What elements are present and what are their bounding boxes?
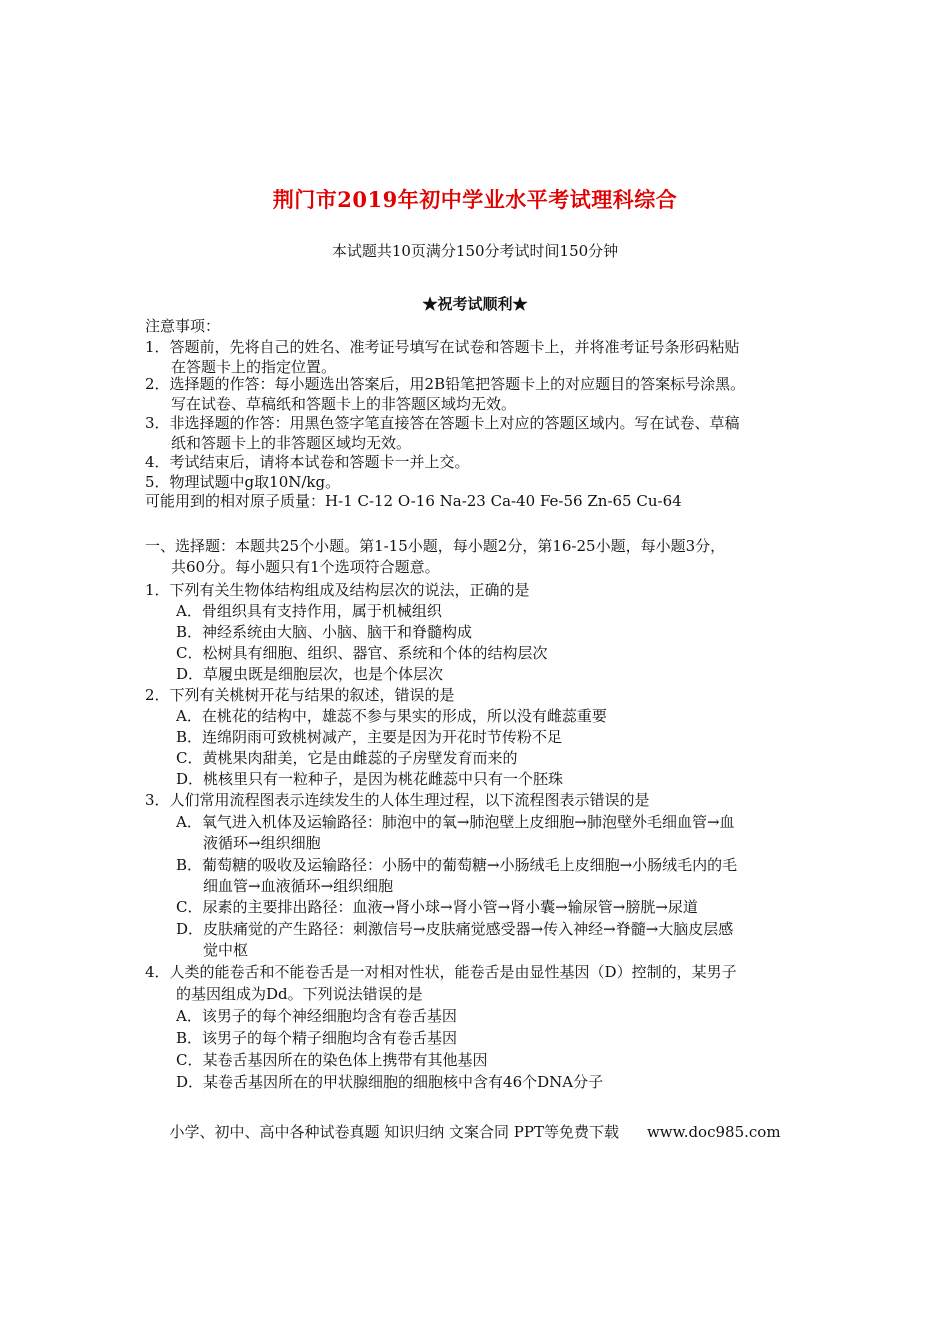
option-c: C．松树具有细胞、组织、器官、系统和个体的结构层次 <box>176 644 548 662</box>
option-d: D．桃核里只有一粒种子，是因为桃花雌蕊中只有一个胚珠 <box>176 770 564 788</box>
option-c: C．某卷舌基因所在的染色体上携带有其他基因 <box>176 1051 488 1069</box>
option-b: B．该男子的每个精子细胞均含有卷舌基因 <box>176 1029 458 1047</box>
notice-item-2: 2．选择题的作答：每小题选出答案后，用2B铅笔把答题卡上的对应题目的答案标号涂黑。 <box>145 375 746 393</box>
question-stem: 4．人类的能卷舌和不能卷舌是一对相对性状，能卷舌是由显性基因（D）控制的，某男子 <box>145 963 737 981</box>
notice-item-5: 5．物理试题中g取10N/kg。 <box>145 473 341 491</box>
question-stem-cont: 的基因组成为Dd。下列说法错误的是 <box>176 985 423 1003</box>
notice-item-4: 4．考试结束后，请将本试卷和答题卡一并上交。 <box>145 453 470 471</box>
section-one-intro-cont: 共60分。每小题只有1个选项符合题意。 <box>171 558 440 576</box>
option-b: B．神经系统由大脑、小脑、脑干和脊髓构成 <box>176 623 473 641</box>
option-b: B．连绵阴雨可致桃树减产，主要是因为开花时节传粉不足 <box>176 728 563 746</box>
footer-site-link[interactable]: www.doc985.com <box>646 1123 781 1141</box>
question-stem: 3．人们常用流程图表示连续发生的人体生理过程，以下流程图表示错误的是 <box>145 791 650 809</box>
option-b: B．葡萄糖的吸收及运输路径：小肠中的葡萄糖→小肠绒毛上皮细胞→小肠绒毛内的毛 <box>176 856 738 874</box>
notice-item-3: 3．非选择题的作答：用黑色签字笔直接答在答题卡上对应的答题区域内。写在试卷、草稿 <box>145 414 740 432</box>
notice-item-2-cont: 写在试卷、草稿纸和答题卡上的非答题区域均无效。 <box>171 395 517 413</box>
atomic-mass-line: 可能用到的相对原子质量：H-1 C-12 O-16 Na-23 Ca-40 Fe-56 Zn-65 Cu-64 <box>145 492 682 510</box>
option-c: C．尿素的主要排出路径：血液→肾小球→肾小管→肾小囊→输尿管→膀胱→尿道 <box>176 898 698 916</box>
footer-text: 小学、初中、高中各种试卷真题 知识归纳 文案合同 PPT等免费下载 <box>169 1123 619 1141</box>
option-a: A．骨组织具有支持作用，属于机械组织 <box>176 602 442 620</box>
option-a: A．在桃花的结构中，雄蕊不参与果实的形成，所以没有雌蕊重要 <box>176 707 607 725</box>
option-a: A．氧气进入机体及运输路径：肺泡中的氧→肺泡壁上皮细胞→肺泡壁外毛细血管→血 <box>176 813 735 831</box>
exam-title: 荆门市2019年初中学业水平考试理科综合 <box>272 187 678 212</box>
option-d: D．皮肤痛觉的产生路径：刺激信号→皮肤痛觉感受器→传入神经→脊髓→大脑皮层感 <box>176 920 734 938</box>
option-a: A．该男子的每个神经细胞均含有卷舌基因 <box>176 1007 457 1025</box>
notice-item-1: 1．答题前，先将自己的姓名、准考证号填写在试卷和答题卡上，并将准考证号条形码粘贴 <box>145 338 740 356</box>
option-d-cont: 觉中枢 <box>203 941 249 959</box>
option-d: D．草履虫既是细胞层次，也是个体层次 <box>176 665 444 683</box>
blessing-line: ★祝考试顺利★ <box>422 295 528 313</box>
section-one-intro: 一、选择题：本题共25个小题。第1-15小题，每小题2分，第16-25小题，每小题3分， <box>145 537 726 555</box>
option-d: D．某卷舌基因所在的甲状腺细胞的细胞核中含有46个DNA分子 <box>176 1073 604 1091</box>
option-a-cont: 液循环→组织细胞 <box>203 834 321 852</box>
question-stem: 2．下列有关桃树开花与结果的叙述，错误的是 <box>145 686 455 704</box>
page-footer <box>0 1121 950 1142</box>
notice-heading: 注意事项： <box>145 317 221 335</box>
question-stem: 1．下列有关生物体结构组成及结构层次的说法，正确的是 <box>145 581 530 599</box>
exam-subtitle: 本试题共10页满分150分考试时间150分钟 <box>331 242 619 260</box>
option-b-cont: 细血管→血液循环→组织细胞 <box>203 877 394 895</box>
notice-item-3-cont: 纸和答题卡上的非答题区域均无效。 <box>171 434 412 452</box>
notice-item-1-cont: 在答题卡上的指定位置。 <box>171 358 337 376</box>
option-c: C．黄桃果肉甜美，它是由雌蕊的子房壁发育而来的 <box>176 749 518 767</box>
